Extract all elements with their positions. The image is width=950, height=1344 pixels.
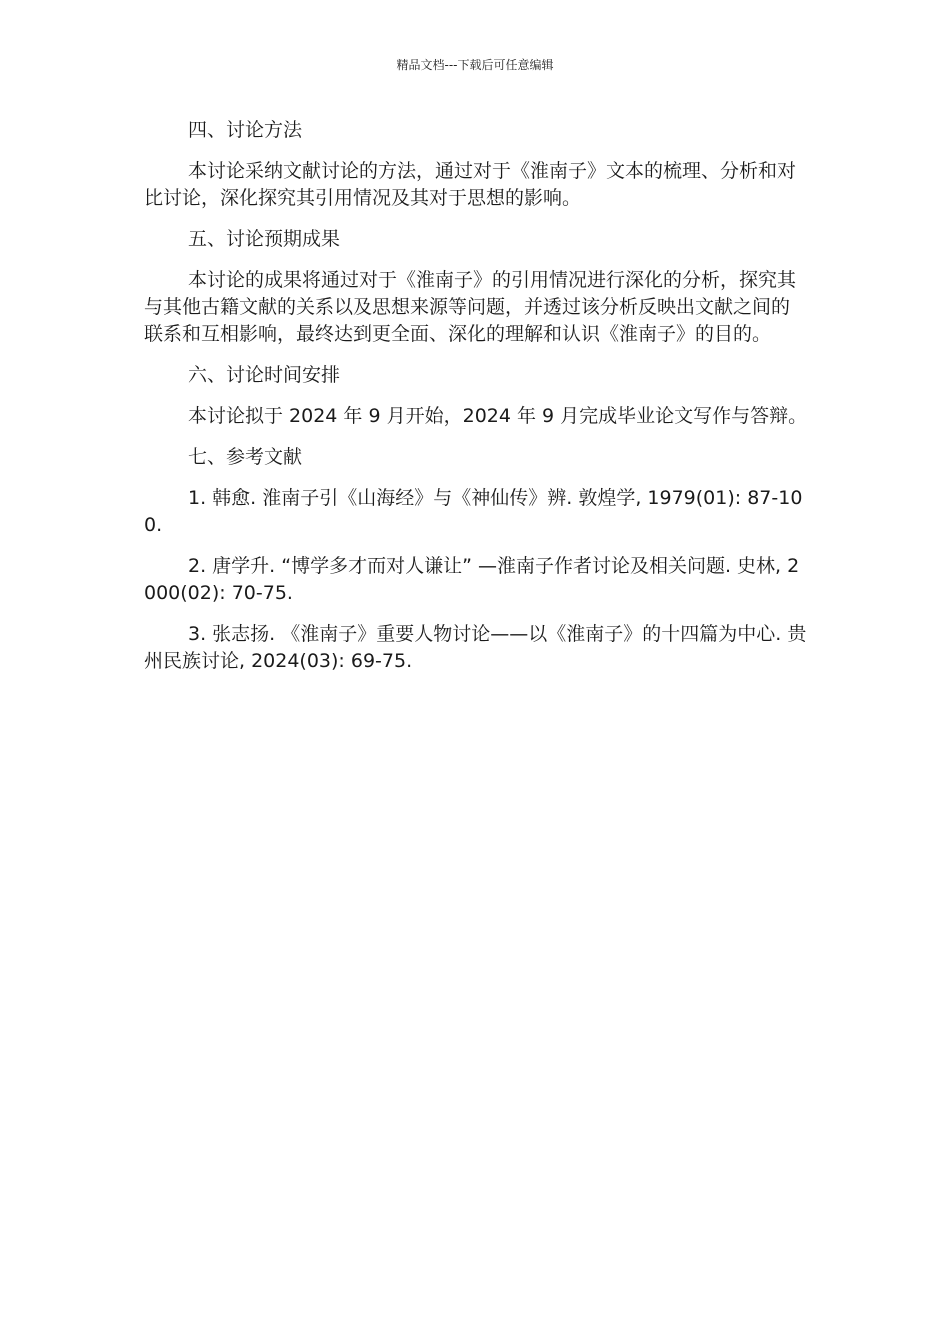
reference-item: 1. 韩愈. 淮南子引《山海经》与《神仙传》辨. 敦煌学, 1979(01): 87-100. xyxy=(144,487,803,536)
section-heading-references: 七、参考文献 xyxy=(188,446,303,468)
reference-item: 3. 张志扬. 《淮南子》重要人物讨论——以《淮南子》的十四篇为中心. 贵州民族讨论, 2024(03): 69-75. xyxy=(144,623,807,672)
document-body xyxy=(144,117,808,689)
section-body-methods: 本讨论采纳文献讨论的方法，通过对于《淮南子》文本的梳理、分析和对比讨论，深化探究其引用情况及其对于思想的影响。 xyxy=(144,160,797,209)
section-body-schedule: 本讨论拟于 2024 年 9 月开始，2024 年 9 月完成毕业论文写作与答辩。 xyxy=(188,405,808,427)
reference-item: 2. 唐学升. “博学多才而对人谦让” —淮南子作者讨论及相关问题. 史林, 2000(02): 70-75. xyxy=(144,555,800,604)
section-body-results: 本讨论的成果将通过对于《淮南子》的引用情况进行深化的分析，探究其与其他古籍文献的关系以及思想来源等问题，并透过该分析反映出文献之间的联系和互相影响，最终达到更全面、深化的理解和认识《淮南子》的目的。 xyxy=(144,269,797,345)
section-heading-results: 五、讨论预期成果 xyxy=(188,228,341,250)
section-heading-methods: 四、讨论方法 xyxy=(188,119,303,141)
page-header: 精品文档---下载后可任意编辑 xyxy=(396,58,554,72)
section-heading-schedule: 六、讨论时间安排 xyxy=(188,364,341,386)
